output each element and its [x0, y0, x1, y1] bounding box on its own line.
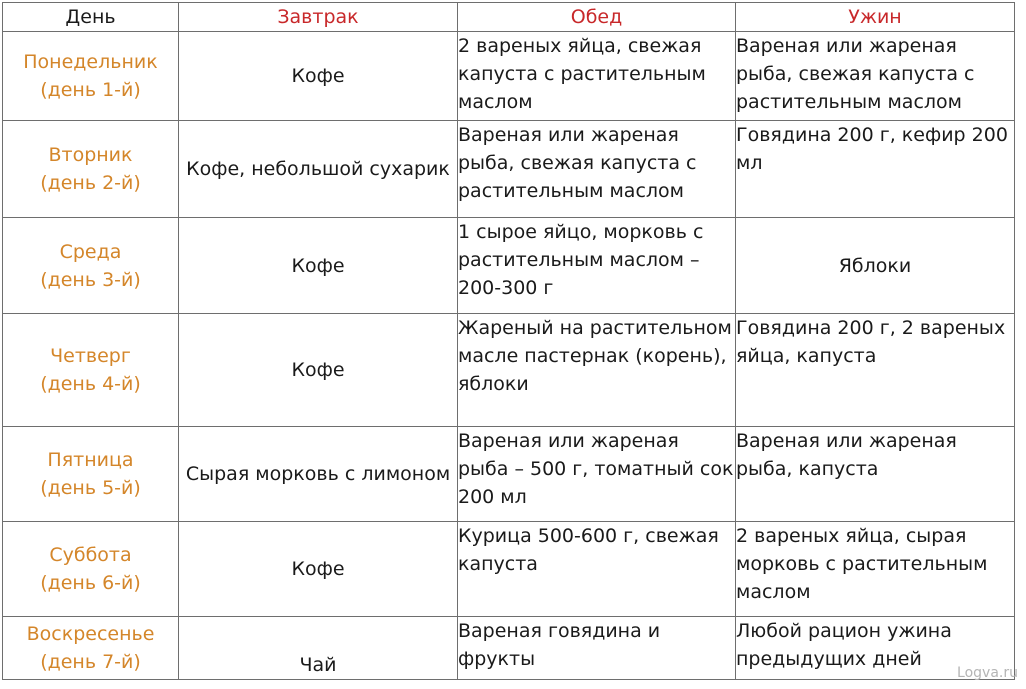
dinner-cell: Любой рацион ужина предыдущих дней — [736, 617, 1015, 680]
day-cell — [3, 32, 179, 121]
dinner-cell: Вареная или жареная рыба, капуста — [736, 427, 1015, 522]
breakfast-cell: Кофе — [179, 522, 458, 617]
day-number: (день 1-й) — [40, 79, 141, 101]
lunch-cell: Вареная или жареная рыба, свежая капуста с растительным маслом — [458, 121, 736, 218]
day-cell — [3, 218, 179, 314]
dinner-cell: Яблоки — [736, 218, 1015, 314]
breakfast-cell: Кофе — [179, 218, 458, 314]
table-row — [3, 617, 1015, 680]
breakfast-cell: Кофе — [179, 32, 458, 121]
dinner-cell: Говядина 200 г, кефир 200 мл — [736, 121, 1015, 218]
lunch-cell: Курица 500-600 г, свежая капуста — [458, 522, 736, 617]
day-number: (день 2-й) — [40, 172, 141, 194]
day-number: (день 6-й) — [40, 572, 141, 594]
lunch-cell: 1 сырое яйцо, морковь с растительным маслом – 200-300 г — [458, 218, 736, 314]
header-breakfast: Завтрак — [179, 3, 458, 32]
day-cell — [3, 617, 179, 680]
day-name: Понедельник — [23, 51, 158, 73]
table-row — [3, 427, 1015, 522]
day-number: (день 4-й) — [40, 373, 141, 395]
header-day: День — [3, 3, 179, 32]
watermark: Logva.ru — [957, 665, 1018, 681]
header-lunch: Обед — [458, 3, 736, 32]
day-cell — [3, 121, 179, 218]
table-row — [3, 121, 1015, 218]
day-name: Среда — [59, 240, 122, 263]
breakfast-cell: Кофе, небольшой сухарик — [179, 121, 458, 218]
day-cell — [3, 522, 179, 617]
day-number: (день 5-й) — [40, 477, 141, 499]
header-dinner: Ужин — [736, 3, 1015, 32]
lunch-cell: Вареная говядина и фрукты — [458, 617, 736, 680]
breakfast-cell: Чай — [179, 617, 458, 680]
day-number: (день 7-й) — [40, 651, 141, 673]
dinner-cell: Говядина 200 г, 2 вареных яйца, капуста — [736, 314, 1015, 427]
header-row — [3, 3, 1015, 32]
table-row — [3, 522, 1015, 617]
dinner-cell: 2 вареных яйца, сырая морковь с растительным маслом — [736, 522, 1015, 617]
table-row — [3, 32, 1015, 121]
day-name: Воскресенье — [26, 623, 155, 645]
lunch-cell: Вареная или жареная рыба – 500 г, томатный сок 200 мл — [458, 427, 736, 522]
table-row — [3, 314, 1015, 427]
lunch-cell: Жареный на растительном масле пастернак (корень), яблоки — [458, 314, 736, 427]
day-name: Пятница — [47, 449, 134, 471]
day-cell — [3, 427, 179, 522]
breakfast-cell: Кофе — [179, 314, 458, 427]
diet-table — [2, 2, 1015, 680]
day-name: Четверг — [50, 345, 131, 367]
day-cell — [3, 314, 179, 427]
day-name: Суббота — [49, 544, 132, 566]
day-name: Вторник — [48, 144, 133, 166]
lunch-cell: 2 вареных яйца, свежая капуста с растительным маслом — [458, 32, 736, 121]
day-number: (день 3-й) — [40, 268, 141, 291]
breakfast-cell: Сырая морковь с лимоном — [179, 427, 458, 522]
table-row — [3, 218, 1015, 314]
dinner-cell: Вареная или жареная рыба, свежая капуста с растительным маслом — [736, 32, 1015, 121]
